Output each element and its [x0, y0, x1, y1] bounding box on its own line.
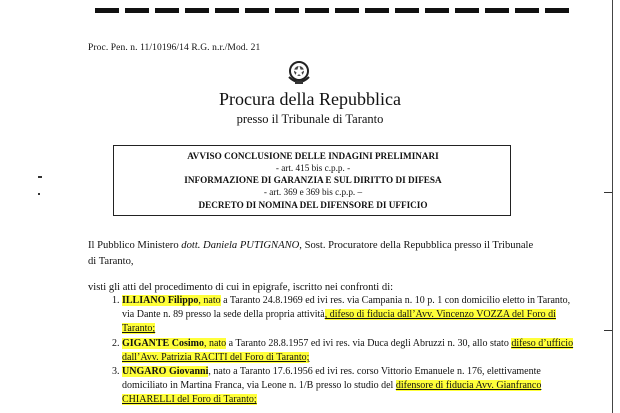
- visti-paragraph: visti gli atti del procedimento di cui in epigrafe, iscritto nei confronti di:: [88, 282, 394, 293]
- defense-info: difensore di fiducia Avv. Gianfranco CHIARELLI del Foro di Taranto;: [122, 380, 542, 406]
- list-item: 1. ILLIANO Filippo, nato a Taranto 24.8.1969 ed ivi res. via Campania n. 10 p. 1 con domicilio eletto in Taranto, via Dante n. 89 presso la sede della propria attività, difeso di fiducia dall’Avv. Vincenzo VOZZA del Foro di Taranto;: [122, 294, 584, 337]
- defendants-list: [88, 294, 584, 408]
- margin-mark: [38, 193, 40, 195]
- margin-mark: [38, 176, 42, 178]
- margin-mark: [604, 330, 612, 331]
- decree-title: DECRETO DI NOMINA DEL DIFENSORE DI UFFICIO: [198, 200, 428, 210]
- court-subtitle: presso il Tribunale di Taranto: [236, 112, 384, 126]
- defense-info: , difeso di fiducia dall’Avv. Vincenzo VOZZA del Foro di Taranto;: [122, 309, 556, 335]
- defendant-name: GIGANTE Cosimo: [122, 337, 204, 349]
- list-item: 2. GIGANTE Cosimo, nato a Taranto 28.8.1957 ed ivi res. via Duca degli Abruzzi n. 30, allo stato difeso d’ufficio dall’Avv. Patrizia RACITI del Foro di Taranto;: [122, 337, 584, 365]
- guarantee-title: INFORMAZIONE DI GARANZIA E SUL DIRITTO DI DIFESA: [184, 175, 442, 185]
- scan-right-edge: [612, 0, 613, 413]
- defendant-name: ILLIANO Filippo: [122, 295, 199, 306]
- list-item: 3. UNGARO Giovanni, nato a Taranto 17.6.1956 ed ivi res. corso Vittorio Emanuele n. 176, elettivamente domiciliato in Martina Franca, via Leone n. 1/B presso lo studio del difensore di fiducia Avv. Gianfranco CHIARELLI del Foro di Taranto;: [122, 365, 584, 408]
- margin-mark: [604, 192, 612, 193]
- notice-box: [113, 145, 511, 216]
- defendant-name: UNGARO Giovanni: [122, 366, 209, 378]
- notice-article: - art. 415 bis c.p.p. -: [275, 163, 351, 173]
- prosecutor-name: dott. Daniela PUTIGNANO: [181, 240, 300, 251]
- prosecutor-paragraph: Il Pubblico Ministero dott. Daniela PUTIGNANO, Sost. Procuratore della Repubblica presso il Tribunale di Taranto,: [88, 240, 534, 267]
- guarantee-article: - art. 369 e 369 bis c.p.p. –: [263, 187, 363, 197]
- notice-title: AVVISO CONCLUSIONE DELLE INDAGINI PRELIMINARI: [187, 151, 439, 161]
- top-scan-edge: [95, 0, 595, 5]
- case-reference: Proc. Pen. n. 11/10196/14 R.G. n.r./Mod. 21: [88, 43, 261, 53]
- italian-emblem-icon: [286, 58, 312, 86]
- office-title: Procura della Repubblica: [219, 89, 401, 109]
- defense-info: difeso d’ufficio dall’Avv. Patrizia RACITI del Foro di Taranto;: [122, 337, 574, 363]
